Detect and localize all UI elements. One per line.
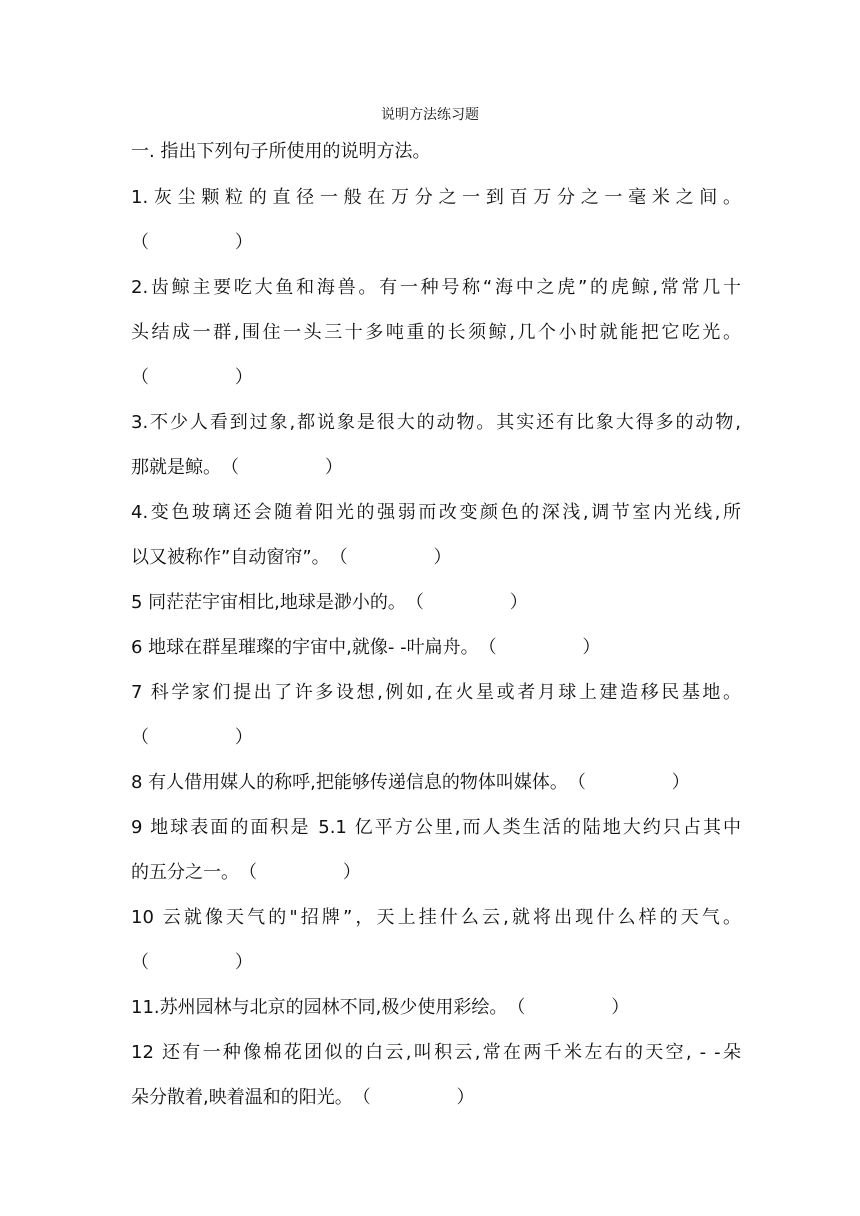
question-9-line-1: 9 地球表面的面积是 5.1 亿平方公里,而人类生活的陆地大约只占其中 — [131, 817, 741, 838]
question-11: 11.苏州园林与北京的园林不同,极少使用彩绘。（ ） — [131, 995, 741, 1021]
question-12-answer-blank[interactable]: （ ） — [352, 1087, 475, 1108]
question-7-line-1: 7 科学家们提出了许多设想,例如,在火星或者月球上建造移民基地。 — [131, 682, 741, 703]
question-4-answer-blank[interactable]: （ ） — [329, 547, 452, 568]
question-4-line-1: 4.变色玻璃还会随着阳光的强弱而改变颜色的深浅,调节室内光线,所 — [131, 502, 741, 523]
question-5-answer-blank[interactable]: （ ） — [405, 592, 528, 613]
question-9-line-2: 的五分之一。（ ） — [131, 860, 741, 886]
question-2-answer-blank[interactable]: （ ） — [131, 367, 253, 388]
question-7-answer-blank[interactable]: （ ） — [131, 727, 253, 748]
question-3-answer-blank[interactable]: （ ） — [221, 457, 343, 478]
question-8: 8 有人借用媒人的称呼,把能够传递信息的物体叫媒体。（ ） — [131, 770, 741, 796]
question-1-line-1: 1.灰尘颗粒的直径一般在万分之一到百万分之一毫米之间。 — [131, 187, 741, 208]
question-12-line-2: 朵分散着,映着温和的阳光。（ ） — [131, 1085, 741, 1111]
question-3-line-2: 那就是鲸。（ ） — [131, 455, 741, 481]
question-5: 5 同茫茫宇宙相比,地球是渺小的。（ ） — [131, 590, 741, 616]
question-11-answer-blank[interactable]: （ ） — [507, 997, 630, 1018]
question-10-line-1: 10 云就像天气的"招牌”，天上挂什么云,就将出现什么样的天气。 — [131, 907, 741, 928]
question-6-answer-blank[interactable]: （ ） — [478, 637, 601, 658]
question-3-line-1: 3.不少人看到过象,都说象是很大的动物。其实还有比象大得多的动物, — [131, 412, 741, 433]
question-4-line-2: 以又被称作”自动窗帘”。（ ） — [131, 545, 741, 571]
page-title: 说明方法练习题 — [381, 107, 479, 123]
question-6: 6 地球在群星璀璨的宇宙中,就像- -叶扁舟。（ ） — [131, 635, 741, 661]
question-10-answer-blank[interactable]: （ ） — [131, 952, 253, 973]
question-9-answer-blank[interactable]: （ ） — [239, 862, 361, 883]
question-2-line-2: 头结成一群,围住一头三十多吨重的长须鲸,几个小时就能把它吃光。 — [131, 322, 741, 343]
section-instruction: 一. 指出下列句子所使用的说明方法。 — [131, 141, 431, 162]
question-12-line-1: 12 还有一种像棉花团似的白云,叫积云,常在两千米左右的天空, - -朵 — [131, 1042, 741, 1063]
question-1-answer-blank[interactable]: （ ） — [131, 232, 253, 253]
question-2-line-1: 2.齿鲸主要吃大鱼和海兽。有一种号称“海中之虎”的虎鲸,常常几十 — [131, 277, 741, 298]
question-8-answer-blank[interactable]: （ ） — [567, 772, 690, 793]
